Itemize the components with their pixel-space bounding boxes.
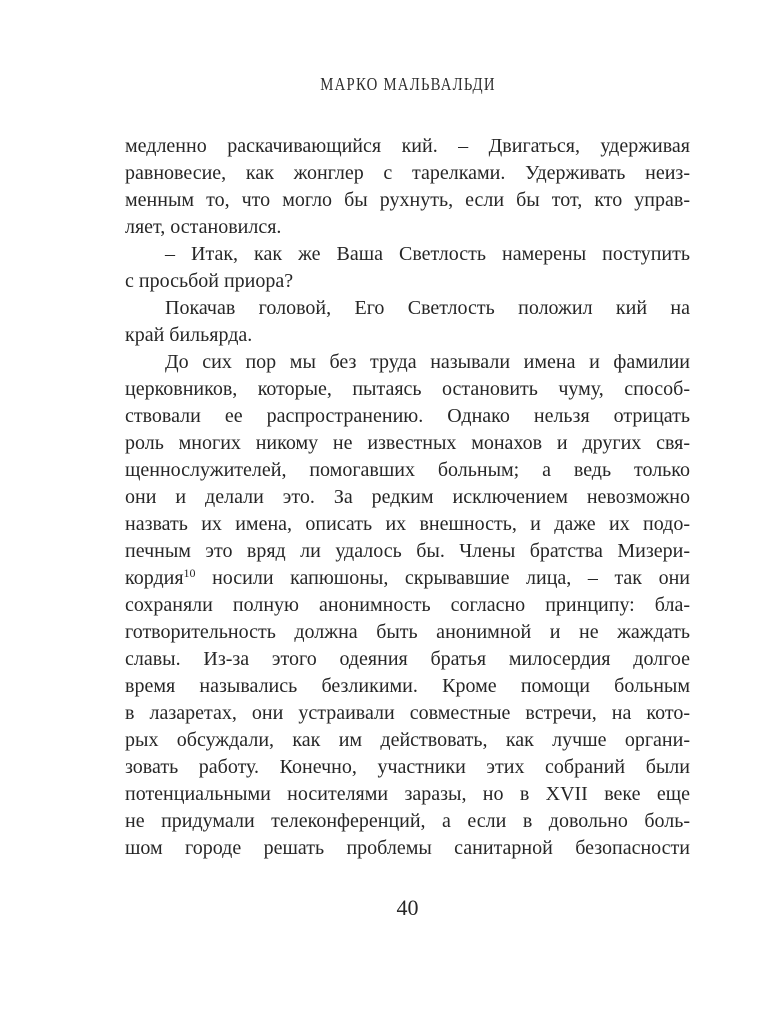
text-line: До сих пор мы без труда называли имена и фамилии xyxy=(165,351,690,373)
text-line: роль многих никому не известных монахов и других свя- xyxy=(125,432,690,454)
text-line: Покачав головой, Его Светлость положил кий на xyxy=(165,297,690,319)
text-line: славы. Из-за этого одеяния братья милосердия долгое xyxy=(125,648,690,670)
text-line: край бильярда. xyxy=(125,324,253,346)
text-line: зовать работу. Конечно, участники этих собраний были xyxy=(125,756,690,778)
text-line: готворительность должна быть анонимной и не жаждать xyxy=(125,621,690,643)
text-line: назвать их имена, описать их внешность, и даже их подо- xyxy=(125,513,690,535)
text-line: в лазаретах, они устраивали совместные встречи, на кото- xyxy=(125,702,690,724)
text-line: печным это вряд ли удалось бы. Члены братства Мизери- xyxy=(125,540,690,562)
text-line: церковников, которые, пытаясь остановить чуму, способ- xyxy=(125,378,690,400)
text-line: они и делали это. За редким исключением невозможно xyxy=(125,486,690,508)
text-line: шом городе решать проблемы санитарной безопасности xyxy=(125,837,690,859)
running-header-text: МАРКО МАЛЬВАЛЬДИ xyxy=(319,74,496,94)
text-line: не придумали телеконференций, а если в довольно боль- xyxy=(125,810,690,832)
text-line: ствовали ее распространению. Однако нельзя отрицать xyxy=(125,405,690,427)
running-header xyxy=(125,75,690,93)
footnote-marker: 10 xyxy=(183,566,196,580)
text-line: сохраняли полную анонимность согласно принципу: бла- xyxy=(125,594,690,616)
text-line: ляет, остановился. xyxy=(125,216,282,238)
text-line: щеннослужителей, помогавших больным; а ведь только xyxy=(125,459,690,481)
page-number: 40 xyxy=(396,895,419,920)
text-line: с просьбой приора? xyxy=(125,270,294,292)
text-line: время назывались безликими. Кроме помощи больным xyxy=(125,675,690,697)
text-line: – Итак, как же Ваша Светлость намерены поступить xyxy=(165,243,690,265)
text-line: потенциальными носителями заразы, но в XVII веке еще xyxy=(125,783,690,805)
body-text xyxy=(125,133,690,862)
text-line: менным то, что могло бы рухнуть, если бы тот, кто управ- xyxy=(125,189,690,211)
text-line: равновесие, как жонглер с тарелками. Удерживать неиз- xyxy=(125,162,690,184)
text-line: медленно раскачивающийся кий. – Двигаться, удерживая xyxy=(125,135,690,157)
text-line: рых обсуждали, как им действовать, как лучше органи- xyxy=(125,729,690,751)
text-line: кордия$^{10}$ носили капюшоны, скрывавшие лица, – так они xyxy=(125,566,690,589)
